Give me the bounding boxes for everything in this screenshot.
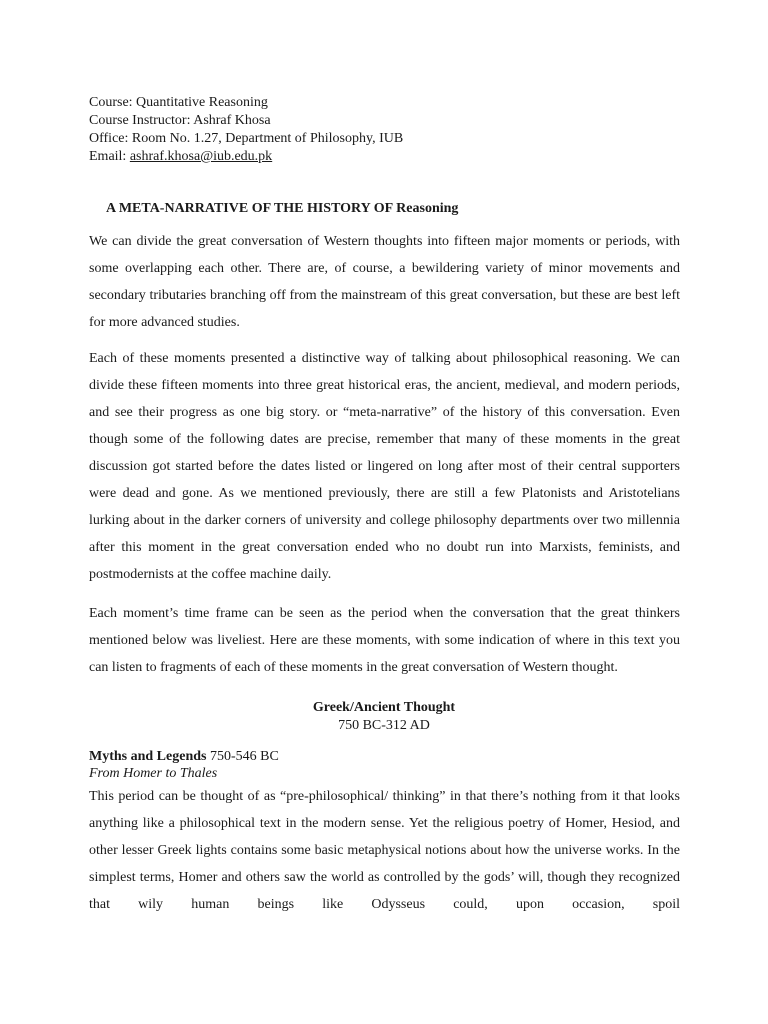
email-line	[89, 148, 272, 166]
document-title: A META-NARRATIVE OF THE HISTORY OF Reasoning	[106, 201, 459, 216]
instructor-line: Course Instructor: Ashraf Khosa	[89, 113, 271, 128]
email-label: Email:	[89, 149, 127, 164]
course-line: Course: Quantitative Reasoning	[89, 95, 268, 110]
paragraph-moments: Each of these moments presented a distinctive way of talking about philosophical reasoning. We can divide these fifteen moments into three great historical eras, the ancient, medieval, and modern periods, and see their progress as one big story. or “meta-narrative” of the history of this conversation. Even though some of the following dates are precise, remember that many of these moments in the great discussion got started before the dates listed or lingered on long after most of their central supporters were dead and gone. As we mentioned previously, there are still a few Platonists and Aristotelians lurking about in the darker corners of university and college philosophy departments over two millennia after this moment in the great conversation ended who no doubt run into Marxists, feminists, and postmodernists at the coffee machine daily.	[89, 351, 680, 582]
office-line: Office: Room No. 1.27, Department of Philosophy, IUB	[89, 131, 404, 146]
section-title: Greek/Ancient Thought	[312, 700, 456, 715]
subsection-range: From Homer to Thales	[89, 766, 218, 781]
subsection-title: Myths and Legends	[89, 749, 207, 764]
email-link[interactable]: ashraf.khosa@iub.edu.pk	[129, 149, 273, 164]
paragraph-intro: We can divide the great conversation of Western thoughts into fifteen major moments or periods, with some overlapping each other. There are, of course, a bewildering variety of minor movements and secondary tributaries branching off from the mainstream of this great conversation, but these are best left for more advanced studies.	[89, 234, 680, 330]
section-dates: 750 BC-312 AD	[338, 718, 430, 733]
subsection-heading	[89, 749, 279, 765]
paragraph-time-frame: Each moment’s time frame can be seen as the period when the conversation that the great thinkers mentioned below was liveliest. Here are these moments, with some indication of where in this text you can listen to fragments of each of these moments in the great conversation of Western thought.	[89, 606, 680, 675]
subsection-dates: 750-546 BC	[209, 749, 279, 764]
paragraph-myths: This period can be thought of as “pre-philosophical/ thinking” in that there’s nothing from it that looks anything like a philosophical text in the modern sense. Yet the religious poetry of Homer, Hesiod, and other lesser Greek lights contains some basic metaphysical notions about how the universe works. In the simplest terms, Homer and others saw the world as controlled by the gods’ will, though they recognized that wily human beings like Odysseus could, upon occasion, spoil	[89, 789, 680, 912]
